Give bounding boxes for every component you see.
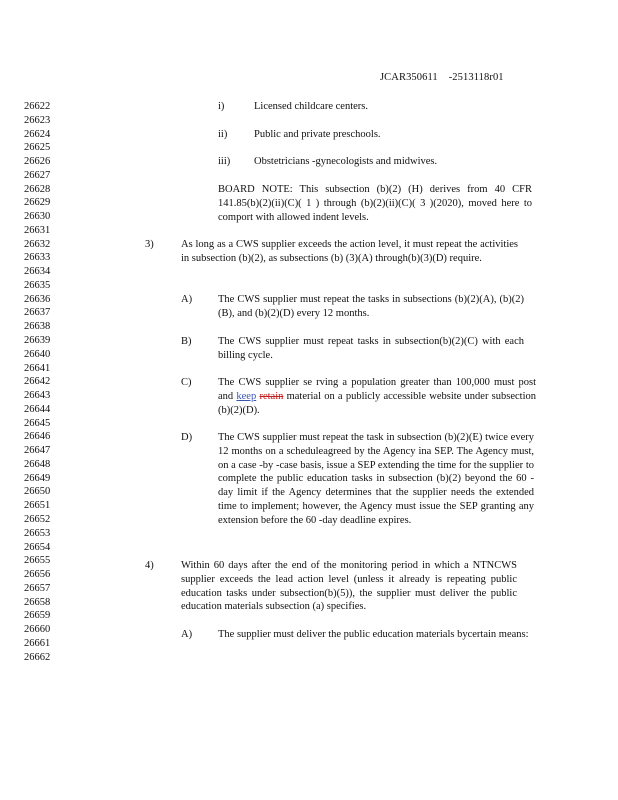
line-number: 26631 xyxy=(24,224,51,236)
line-number: 26654 xyxy=(24,541,51,553)
subparagraph-text-3b: The CWS supplier must repeat tasks in subsection(b)(2)(C) with each billing cycle. xyxy=(218,336,524,361)
line-number: 26650 xyxy=(24,486,51,498)
paragraph-text-3: As long as a CWS supplier exceeds the action level, it must repeat the activities in subsection (b)(2), as subsections (b) (3)(A) through(b)(3)(D) require. xyxy=(181,239,518,264)
document-reference: -2513118r01 xyxy=(448,72,504,83)
document-id: JCAR350611 xyxy=(380,72,438,83)
line-number: 26658 xyxy=(24,596,51,608)
line-number: 26645 xyxy=(24,417,51,429)
subparagraph-text-3c-after: material on a publicly accessible website under subsection (b)(2)(D). xyxy=(218,390,536,416)
line-number: 26647 xyxy=(24,445,51,457)
line-number: 26656 xyxy=(24,569,51,581)
item-text-iii: Obstetricians -gynecologists and midwives. xyxy=(254,156,438,167)
document-header xyxy=(380,72,504,83)
line-number: 26629 xyxy=(24,197,51,209)
line-number-column xyxy=(24,100,58,664)
line-number: 26653 xyxy=(24,527,51,539)
item-text-i: Licensed childcare centers. xyxy=(254,101,368,112)
line-number: 26661 xyxy=(24,637,51,649)
line-number: 26636 xyxy=(24,293,51,305)
line-number: 26649 xyxy=(24,472,51,484)
subparagraph-label-4a: A) xyxy=(181,629,193,640)
subparagraph-text-3c-before: The CWS supplier se rving a population greater than 100,000 must post and xyxy=(218,377,536,402)
item-label-ii: ii) xyxy=(218,129,228,140)
subparagraph-label-3c: C) xyxy=(181,377,192,388)
line-number: 26640 xyxy=(24,348,51,360)
line-number: 26624 xyxy=(24,128,51,140)
line-number: 26625 xyxy=(24,142,51,154)
inserted-text-keep[interactable]: keep xyxy=(236,390,257,402)
line-number: 26630 xyxy=(24,211,51,223)
item-label-iii: iii) xyxy=(218,156,231,167)
line-number: 26622 xyxy=(24,101,51,112)
line-number: 26652 xyxy=(24,513,51,525)
line-number: 26642 xyxy=(24,376,51,388)
subparagraph-text-3d: The CWS supplier must repeat the task in subsection (b)(2)(E) twice every 12 months on a scheduleagreed by the Agency ina SEP. The Agency must, on a case -by -case basis, issue a SEP extending the time for the supplier to complete the public education tasks in subsection (b)(2) beyond the 60 -day limit if the Agency determines that the supplier needs the extended time to implement; however, the Agency must issue the SEP granting any extension before the 60 -day deadline expires. xyxy=(218,432,534,526)
line-number: 26646 xyxy=(24,431,51,443)
line-number: 26638 xyxy=(24,321,51,333)
line-number: 26628 xyxy=(24,183,51,195)
board-note: BOARD NOTE: This subsection (b)(2) (H) derives from 40 CFR 141.85(b)(2)(ii)(C)( 1 ) through (b)(2)(ii)(C)( 3 )(2020), moved here to comport with allowed indent levels. xyxy=(218,184,532,223)
item-text-ii: Public and private preschools. xyxy=(254,129,381,140)
subparagraph-label-3b: B) xyxy=(181,336,192,347)
line-number: 26644 xyxy=(24,403,51,415)
line-number: 26660 xyxy=(24,624,51,636)
line-number: 26657 xyxy=(24,582,51,594)
line-number: 26632 xyxy=(24,238,51,250)
line-number: 26634 xyxy=(24,266,51,278)
line-number: 26648 xyxy=(24,458,51,470)
line-number: 26655 xyxy=(24,555,51,567)
item-label-i: i) xyxy=(218,101,225,112)
paragraph-label-4: 4) xyxy=(145,560,154,571)
line-number: 26643 xyxy=(24,390,51,402)
paragraph-label-3: 3) xyxy=(145,239,154,250)
line-number: 26626 xyxy=(24,156,51,168)
line-number: 26635 xyxy=(24,279,51,291)
line-number: 26662 xyxy=(24,651,51,663)
line-number: 26637 xyxy=(24,307,51,319)
subparagraph-text-4a: The supplier must deliver the public education materials bycertain means: xyxy=(218,629,529,640)
line-number: 26651 xyxy=(24,500,51,512)
paragraph-text-4: Within 60 days after the end of the monitoring period in which a NTNCWS supplier exceeds the lead action level (unless it already is repeating public education tasks under subsection(b)(5)), the supplier must deliver the public education materials subsection (a) specifies. xyxy=(181,560,517,613)
subparagraph-label-3d: D) xyxy=(181,432,193,443)
deleted-text-retain: retain xyxy=(259,390,284,402)
line-number: 26633 xyxy=(24,252,51,264)
line-number: 26639 xyxy=(24,335,51,347)
line-number: 26623 xyxy=(24,114,51,126)
line-number: 26641 xyxy=(24,362,51,374)
line-number: 26659 xyxy=(24,610,51,622)
subparagraph-text-3c xyxy=(218,376,536,417)
subparagraph-text-3a: The CWS supplier must repeat the tasks in subsections (b)(2)(A), (b)(2)(B), and (b)(2)(D) every 12 months. xyxy=(218,294,524,319)
subparagraph-label-3a: A) xyxy=(181,294,193,305)
line-number: 26627 xyxy=(24,169,51,181)
